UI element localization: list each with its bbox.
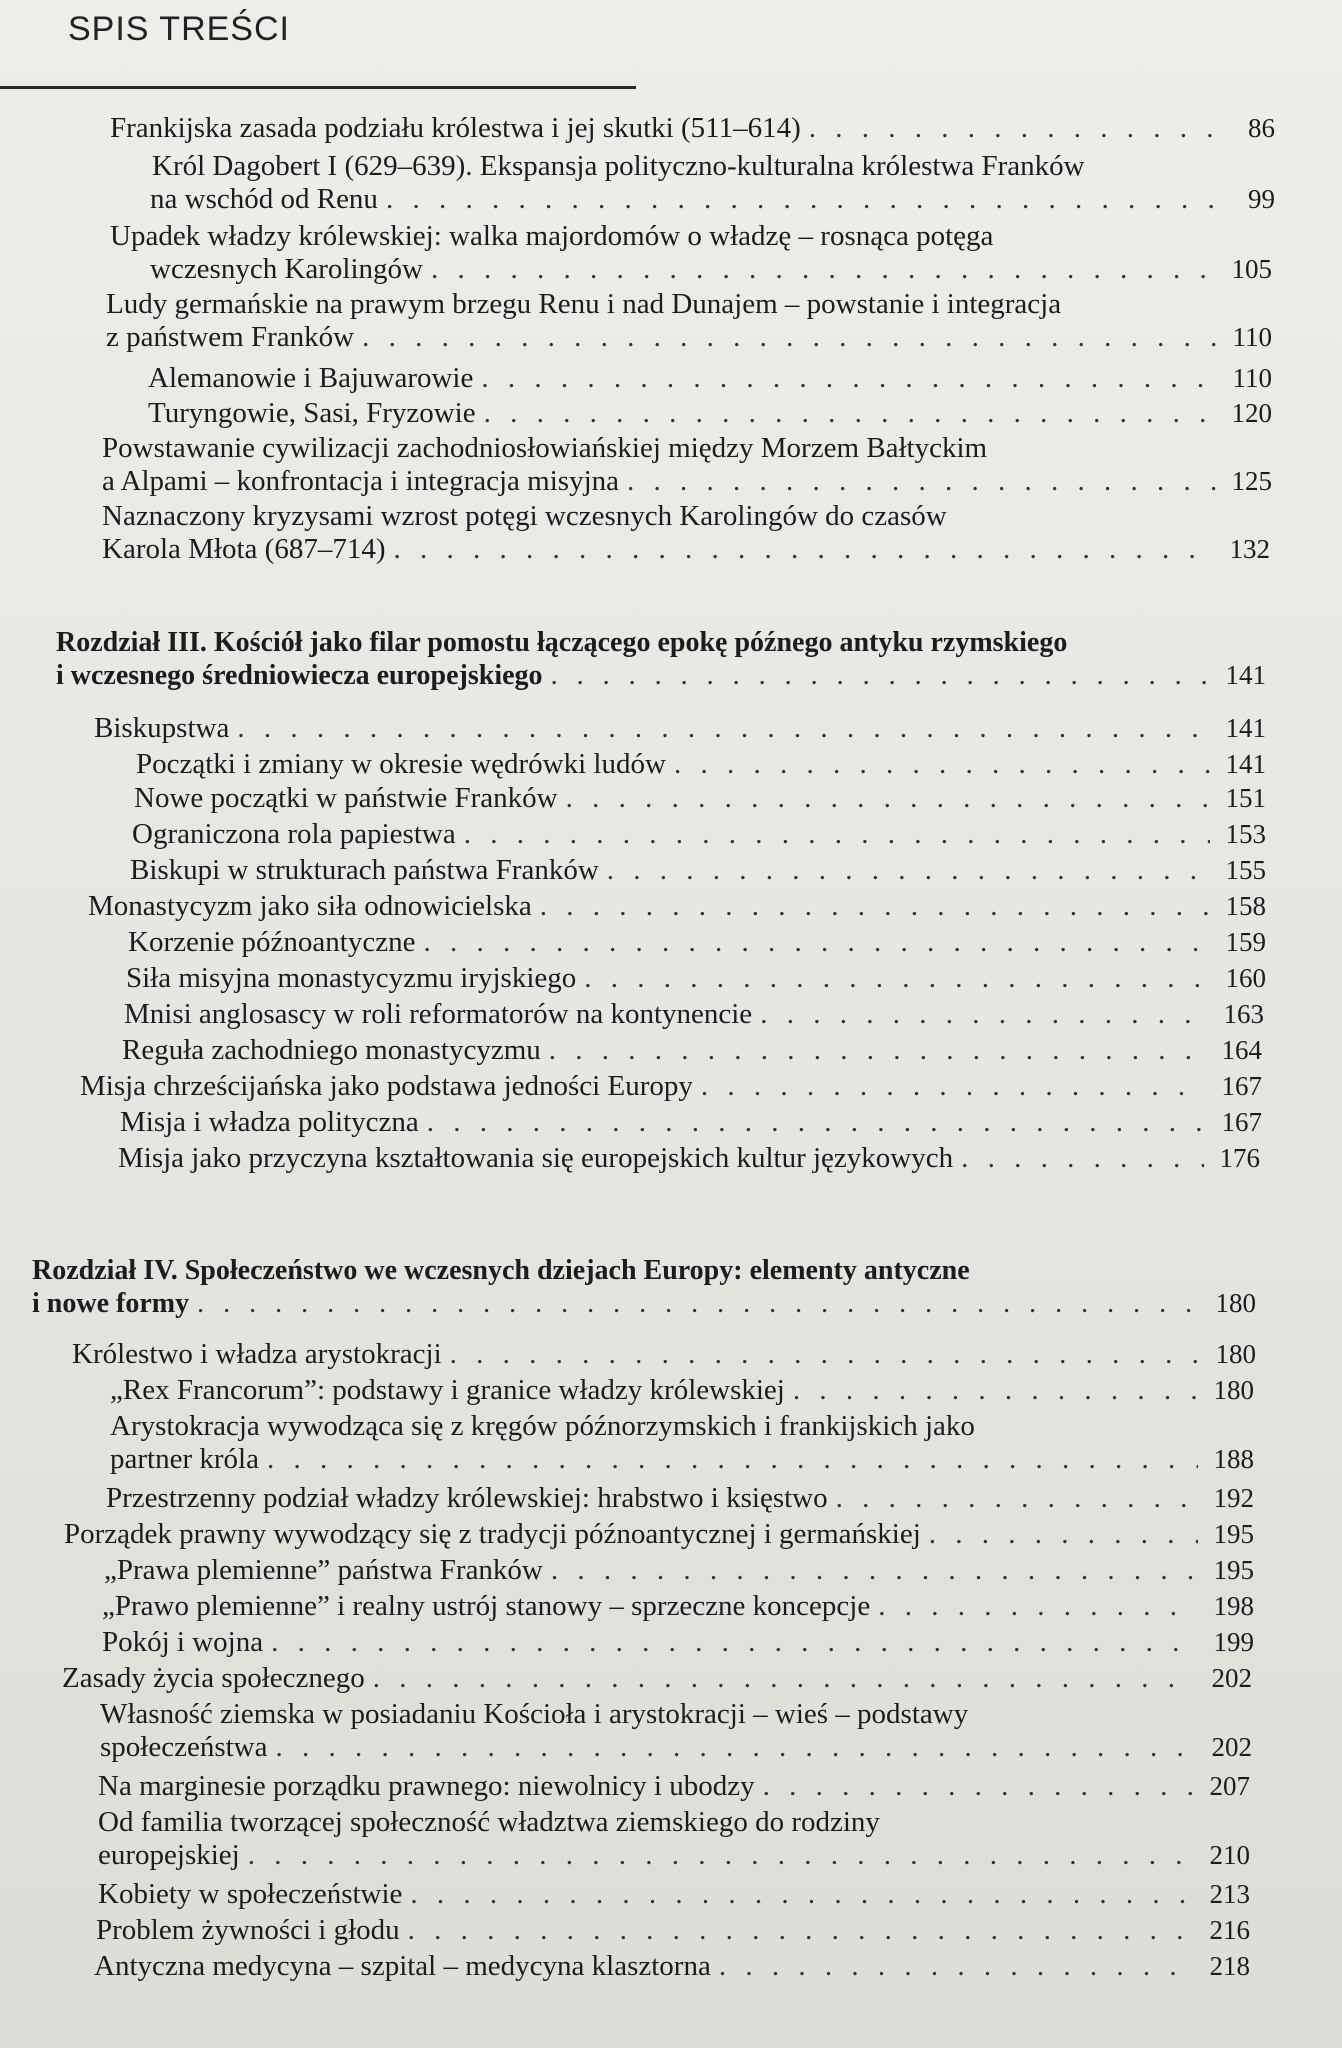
page-header-title: SPIS TREŚCI [68, 10, 290, 48]
toc-entry-title: na wschód od Renu [150, 183, 378, 215]
toc-entry [0, 1950, 1342, 1983]
toc-entry [0, 1770, 1342, 1803]
page-number: 164 [1221, 1035, 1262, 1065]
toc-entry-title: partner króla [110, 1443, 259, 1475]
toc-entry-line [0, 150, 1275, 183]
toc-entry-title: z państwem Franków [106, 321, 355, 353]
toc-entry [0, 712, 1342, 745]
page-number: 110 [1232, 322, 1272, 352]
toc-entry-title: Królestwo i władza arystokracji [72, 1338, 442, 1370]
dot-leader [394, 533, 1215, 566]
toc-entry-line [0, 659, 1266, 692]
toc-entry [0, 1142, 1342, 1175]
toc-entry-line [0, 1410, 1254, 1443]
toc-entry [0, 220, 1342, 286]
toc-entry [0, 288, 1342, 354]
dot-leader [197, 1287, 1200, 1320]
dot-leader [481, 362, 1216, 395]
toc-entry-title: „Prawo plemienne” i realny ustrój stanowy – sprzeczne koncepcje [102, 1590, 871, 1622]
toc-entry-title: Misja jako przyczyna kształtowania się europejskich kultur językowych [118, 1142, 954, 1174]
toc-entry-title: Misja chrześcijańska jako podstawa jedności Europy [80, 1070, 693, 1102]
toc-entry-title: Biskupstwa [94, 712, 230, 744]
toc-entry-title: Porządek prawny wywodzący się z tradycji późnoantycznej i germańskiej [64, 1518, 921, 1550]
toc-entry-title: Pokój i wojna [102, 1626, 264, 1658]
toc-entry-line [0, 397, 1272, 430]
dot-leader [551, 659, 1210, 692]
page-number: 216 [1209, 1915, 1250, 1945]
toc-entry-title: i wczesnego średniowiecza europejskiego [56, 660, 543, 691]
page-number: 167 [1221, 1107, 1262, 1137]
page-number: 151 [1225, 783, 1266, 813]
toc-entry [0, 1698, 1342, 1764]
toc-entry [0, 998, 1342, 1031]
toc-entry-title: Rozdział IV. Społeczeństwo we wczesnych dziejach Europy: elementy antyczne [32, 1255, 970, 1286]
toc-entry-title: Powstawanie cywilizacji zachodniosłowiańskiej między Morzem Bałtyckim [102, 432, 988, 464]
toc-entry-title: Alemanowie i Bajuwarowie [148, 362, 474, 394]
dot-leader [763, 1770, 1194, 1803]
toc-entry-line [0, 1878, 1250, 1911]
toc-entry-line [0, 1106, 1262, 1139]
toc-entry-title: Upadek władzy królewskiej: walka majordomów o władzę – rosnąca potęga [110, 220, 994, 252]
toc-entry-line [0, 890, 1266, 923]
dot-leader [540, 890, 1210, 923]
toc-entry-title: Karola Młota (687–714) [102, 533, 386, 565]
toc-entry [0, 1662, 1342, 1695]
toc-entry-title: Frankijska zasada podziału królestwa i jej skutki (511–614) [110, 112, 801, 144]
toc-entry-line [0, 1950, 1250, 1983]
toc-entry-title: Reguła zachodniego monastycyzmu [122, 1034, 541, 1066]
dot-leader [423, 926, 1210, 959]
toc-entry-line [0, 112, 1275, 145]
toc-entry-line [0, 183, 1275, 216]
toc-entry-title: Początki i zmiany w okresie wędrówki ludów [136, 748, 666, 780]
dot-leader [836, 1482, 1198, 1515]
toc-entry-line [0, 1554, 1254, 1587]
toc-entry [0, 818, 1342, 851]
toc-entry-line [0, 626, 1266, 659]
toc-entry-title: Naznaczony kryzysami wzrost potęgi wczesnych Karolingów do czasów [102, 500, 947, 532]
dot-leader [719, 1950, 1194, 1983]
page-number: 180 [1215, 1339, 1256, 1369]
page-number: 207 [1209, 1771, 1250, 1801]
toc-entry-title: Turyngowie, Sasi, Fryzowie [148, 397, 476, 429]
page-number: 153 [1225, 819, 1266, 849]
page-number: 141 [1225, 749, 1266, 779]
toc-entry [0, 1338, 1342, 1371]
dot-leader [701, 1070, 1206, 1103]
toc-entry-line [0, 1590, 1254, 1623]
toc-entry-title: Od familia tworzącej społeczność władztwa ziemskiego do rodziny [98, 1806, 880, 1838]
toc-entry [0, 1410, 1342, 1476]
dot-leader [584, 962, 1210, 995]
toc-entry-line [0, 1518, 1254, 1551]
page-number: 163 [1223, 999, 1264, 1029]
page-number: 198 [1213, 1591, 1254, 1621]
toc-entry-line [0, 712, 1266, 745]
toc-entry [0, 1590, 1342, 1623]
page-number: 158 [1225, 891, 1266, 921]
page-number: 155 [1225, 855, 1266, 885]
toc-entry-line [0, 1914, 1250, 1947]
toc-entry-line [0, 1731, 1252, 1764]
toc-entry-title: Król Dagobert I (629–639). Ekspansja polityczno-kulturalna królestwa Franków [152, 150, 1085, 182]
toc-entry-title: Arystokracja wywodząca się z kręgów późnorzymskich i frankijskich jako [110, 1410, 975, 1442]
toc-entry-title: Biskupi w strukturach państwa Franków [130, 854, 599, 886]
toc-entry [0, 890, 1342, 923]
dot-leader [549, 1034, 1206, 1067]
page-number: 202 [1211, 1732, 1252, 1762]
toc-entry-line [0, 500, 1270, 533]
toc-entry-line [0, 1034, 1262, 1067]
toc-entry-line [0, 1770, 1250, 1803]
toc-entry-title: „Prawa plemienne” państwa Franków [104, 1554, 543, 1586]
toc-entry-line [0, 782, 1266, 815]
toc-entry-line [0, 253, 1272, 286]
toc-entry-title: Nowe początki w państwie Franków [134, 782, 558, 814]
toc-entry [0, 432, 1342, 498]
toc-entry-line [0, 1374, 1254, 1407]
page-number: 110 [1232, 363, 1272, 393]
dot-leader [674, 748, 1210, 781]
page-number: 202 [1211, 1663, 1252, 1693]
toc-entry-title: Na marginesie porządku prawnego: niewolnicy i ubodzy [98, 1770, 755, 1802]
toc-entry [0, 926, 1342, 959]
page-number: 195 [1213, 1519, 1254, 1549]
toc-entry-line [0, 962, 1266, 995]
dot-leader [464, 818, 1210, 851]
toc-entry-title: „Rex Francorum”: podstawy i granice władzy królewskiej [110, 1374, 785, 1406]
toc-entry-line [0, 1839, 1250, 1872]
toc-entry-line [0, 1070, 1262, 1103]
toc-entry-line [0, 1254, 1256, 1287]
toc-entry-title: Ludy germańskie na prawym brzegu Renu i nad Dunajem – powstanie i integracja [106, 288, 1062, 320]
dot-leader [267, 1443, 1198, 1476]
toc-entry-title: Mnisi anglosascy w roli reformatorów na kontynencie [124, 998, 753, 1030]
toc-entry-line [0, 533, 1270, 566]
toc-entry [0, 1106, 1342, 1139]
toc-entry-line [0, 1142, 1260, 1175]
page-number: 199 [1213, 1627, 1254, 1657]
toc-entry-line [0, 748, 1266, 781]
dot-leader [566, 782, 1210, 815]
dot-leader [408, 1914, 1194, 1947]
dot-leader [793, 1374, 1198, 1407]
toc-entry-line [0, 321, 1272, 354]
toc-entry-title: Problem żywności i głodu [96, 1914, 400, 1946]
page-number: 180 [1213, 1375, 1254, 1405]
dot-leader [373, 1662, 1196, 1695]
toc-entry [0, 362, 1342, 395]
toc-entry-title: Przestrzenny podział władzy królewskiej: hrabstwo i księstwo [106, 1482, 828, 1514]
dot-leader [961, 1142, 1204, 1175]
dot-leader [484, 397, 1216, 430]
page-number: 120 [1231, 398, 1272, 428]
dot-leader [237, 712, 1210, 745]
toc-entry-line [0, 362, 1272, 395]
toc-entry-title: Własność ziemska w posiadaniu Kościoła i arystokracji – wieś – podstawy [100, 1698, 969, 1730]
toc-entry-line [0, 1626, 1254, 1659]
page-number: 167 [1221, 1071, 1262, 1101]
toc-entry-title: Rozdział III. Kościół jako filar pomostu łączącego epokę późnego antyku rzymskiego [56, 627, 1068, 658]
toc-entry-title: a Alpami – konfrontacja i integracja misyjna [102, 465, 620, 497]
page-number: 192 [1213, 1483, 1254, 1513]
toc-entry-title: wczesnych Karolingów [150, 253, 423, 285]
toc-entry-line [0, 1482, 1254, 1515]
toc-entry [0, 1034, 1342, 1067]
toc-entry [0, 500, 1342, 566]
dot-leader [551, 1554, 1198, 1587]
toc-entry-line [0, 926, 1266, 959]
toc-entry-line [0, 818, 1266, 851]
toc-entry-title: europejskiej [98, 1839, 240, 1871]
page-number: 132 [1229, 534, 1270, 564]
page-number: 188 [1213, 1444, 1254, 1474]
toc-entry-title: Korzenie późnoantyczne [128, 926, 416, 958]
toc-entry [0, 1914, 1342, 1947]
page-number: 218 [1209, 1951, 1250, 1981]
toc-entry [0, 1374, 1342, 1407]
page-number: 213 [1209, 1879, 1250, 1909]
chapter-heading [0, 1254, 1342, 1320]
dot-leader [410, 1878, 1194, 1911]
dot-leader [271, 1626, 1198, 1659]
toc-entry-title: Zasady życia społecznego [62, 1662, 365, 1694]
page-number: 86 [1248, 113, 1275, 143]
page-number: 141 [1225, 713, 1266, 743]
toc-entry [0, 1518, 1342, 1551]
page-number: 105 [1231, 254, 1272, 284]
toc-entry [0, 782, 1342, 815]
toc-entry [0, 854, 1342, 887]
dot-leader [427, 1106, 1206, 1139]
toc-entry-title: Ograniczona rola papiestwa [132, 818, 456, 850]
toc-entry [0, 1070, 1342, 1103]
toc-entry [0, 1878, 1342, 1911]
page-number: 210 [1209, 1840, 1250, 1870]
dot-leader [607, 854, 1210, 887]
toc-entry [0, 1806, 1342, 1872]
dot-leader [450, 1338, 1200, 1371]
toc-entry [0, 112, 1342, 145]
dot-leader [627, 465, 1216, 498]
toc-entry-line [0, 465, 1272, 498]
toc-entry-line [0, 1287, 1256, 1320]
page-number: 160 [1225, 963, 1266, 993]
dot-leader [386, 183, 1219, 216]
dot-leader [248, 1839, 1194, 1872]
toc-entry-title: Kobiety w społeczeństwie [98, 1878, 403, 1910]
toc-entry [0, 748, 1342, 781]
toc-entry-line [0, 1662, 1252, 1695]
page-number: 99 [1248, 184, 1275, 214]
toc-entry-line [0, 998, 1264, 1031]
toc-entry-line [0, 432, 1272, 465]
toc-entry [0, 150, 1342, 216]
page-number: 176 [1219, 1143, 1260, 1173]
toc-entry-line [0, 1338, 1256, 1371]
chapter-heading [0, 626, 1342, 692]
dot-leader [276, 1731, 1197, 1764]
dot-leader [431, 253, 1216, 286]
page-number: 159 [1225, 927, 1266, 957]
dot-leader [929, 1518, 1198, 1551]
toc-entry-title: Monastycyzm jako siła odnowicielska [88, 890, 532, 922]
toc-entry-title: Antyczna medycyna – szpital – medycyna klasztorna [94, 1950, 711, 1982]
dot-leader [878, 1590, 1198, 1623]
toc-entry-line [0, 1443, 1254, 1476]
dot-leader [760, 998, 1208, 1031]
toc-entry-line [0, 854, 1266, 887]
toc-entry-title: społeczeństwa [100, 1731, 268, 1763]
toc-entry-line [0, 220, 1272, 253]
toc-entry-line [0, 288, 1272, 321]
toc-entry-title: i nowe formy [32, 1288, 190, 1319]
toc-entry [0, 1554, 1342, 1587]
toc-entry [0, 1626, 1342, 1659]
page-number: 141 [1225, 660, 1266, 690]
toc-entry-line [0, 1806, 1250, 1839]
toc-entry-title: Misja i władza polityczna [120, 1106, 419, 1138]
dot-leader [362, 321, 1216, 354]
page-number: 125 [1231, 466, 1272, 496]
dot-leader [809, 112, 1219, 145]
page-number: 195 [1213, 1555, 1254, 1585]
toc-entry-title: Siła misyjna monastycyzmu iryjskiego [126, 962, 577, 994]
page-number: 180 [1215, 1288, 1256, 1318]
toc-entry [0, 1482, 1342, 1515]
toc-entry [0, 962, 1342, 995]
toc-entry [0, 397, 1342, 430]
toc-entry-line [0, 1698, 1252, 1731]
